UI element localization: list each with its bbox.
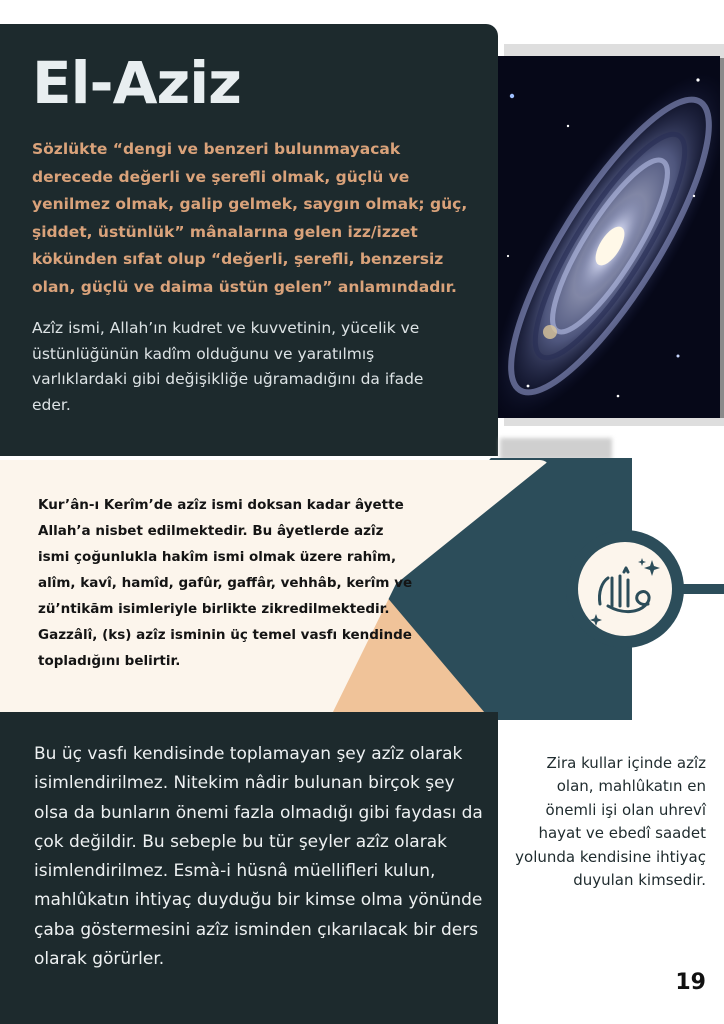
galaxy-illustration	[498, 56, 720, 418]
body-paragraph-2: Bu üç vasfı kendisinde toplamayan şey azîz olarak isimlendirilmez. Nitekim nâdir bulunan birçok şey olsa da bunların önemi fazla olmadığı gibi faydası da çok değildir. Bu sebeple bu tür şeyler azîz olarak isimlendirilmez. Esmà-i hüsnâ müellifleri kulun, mahlûkatın ihtiyaç duyduğu bir kimse olma yönünde çaba göstermesini azîz isminden çıkarılacak bir ders olarak görürler.	[34, 744, 483, 970]
galaxy-image	[498, 56, 720, 418]
lead-paragraph: Sözlükte “dengi ve benzeri bulunmayacak derecede değerli ve şerefli olmak, güçlü ve yenilmez olmak, galip gelmek, saygın olmak; güç, şiddet, üstünlük” mânalarına gelen izz/izzet kökünden sıfat olup “değerli, şerefli, benzersiz olan, güçlü ve daima üstün gelen” anlamındadır.	[32, 140, 468, 296]
medallion	[578, 542, 672, 636]
shadow-strip	[500, 438, 612, 460]
image-edge	[720, 58, 724, 418]
side-note: Zira kullar içinde azîz olan, mahlûkatın en önemli işi olan uhrevî hayat ve ebedî saadet yolunda kendisine ihtiyaç duyulan kimsedir.	[515, 754, 706, 890]
page-number: 19	[675, 970, 706, 995]
allah-calligraphy-icon	[578, 542, 672, 636]
body-paragraph-1: Azîz ismi, Allah’ın kudret ve kuvvetinin, yücelik ve üstünlüğünün kadîm olduğunu ve yaratılmış varlıklardaki gibi değişikliğe uğramadığını da ifade eder.	[32, 319, 424, 414]
page-title: El-Aziz	[32, 49, 241, 117]
callout-text: Kur’ân-ı Kerîm’de azîz ismi doksan kadar âyette Allah’a nisbet edilmektedir. Bu âyetlerde azîz ismi çoğunlukla hakîm ismi olmak üzere rahîm, alîm, kavî, hamîd, gafûr, gaffâr, vehhâb, kerîm ve zü’ntikām isimleriyle birlikte zikredilmektedir. Gazzâlî, (ks) azîz isminin üç temel vasfı kendinde topladığını belirtir.	[38, 497, 413, 669]
